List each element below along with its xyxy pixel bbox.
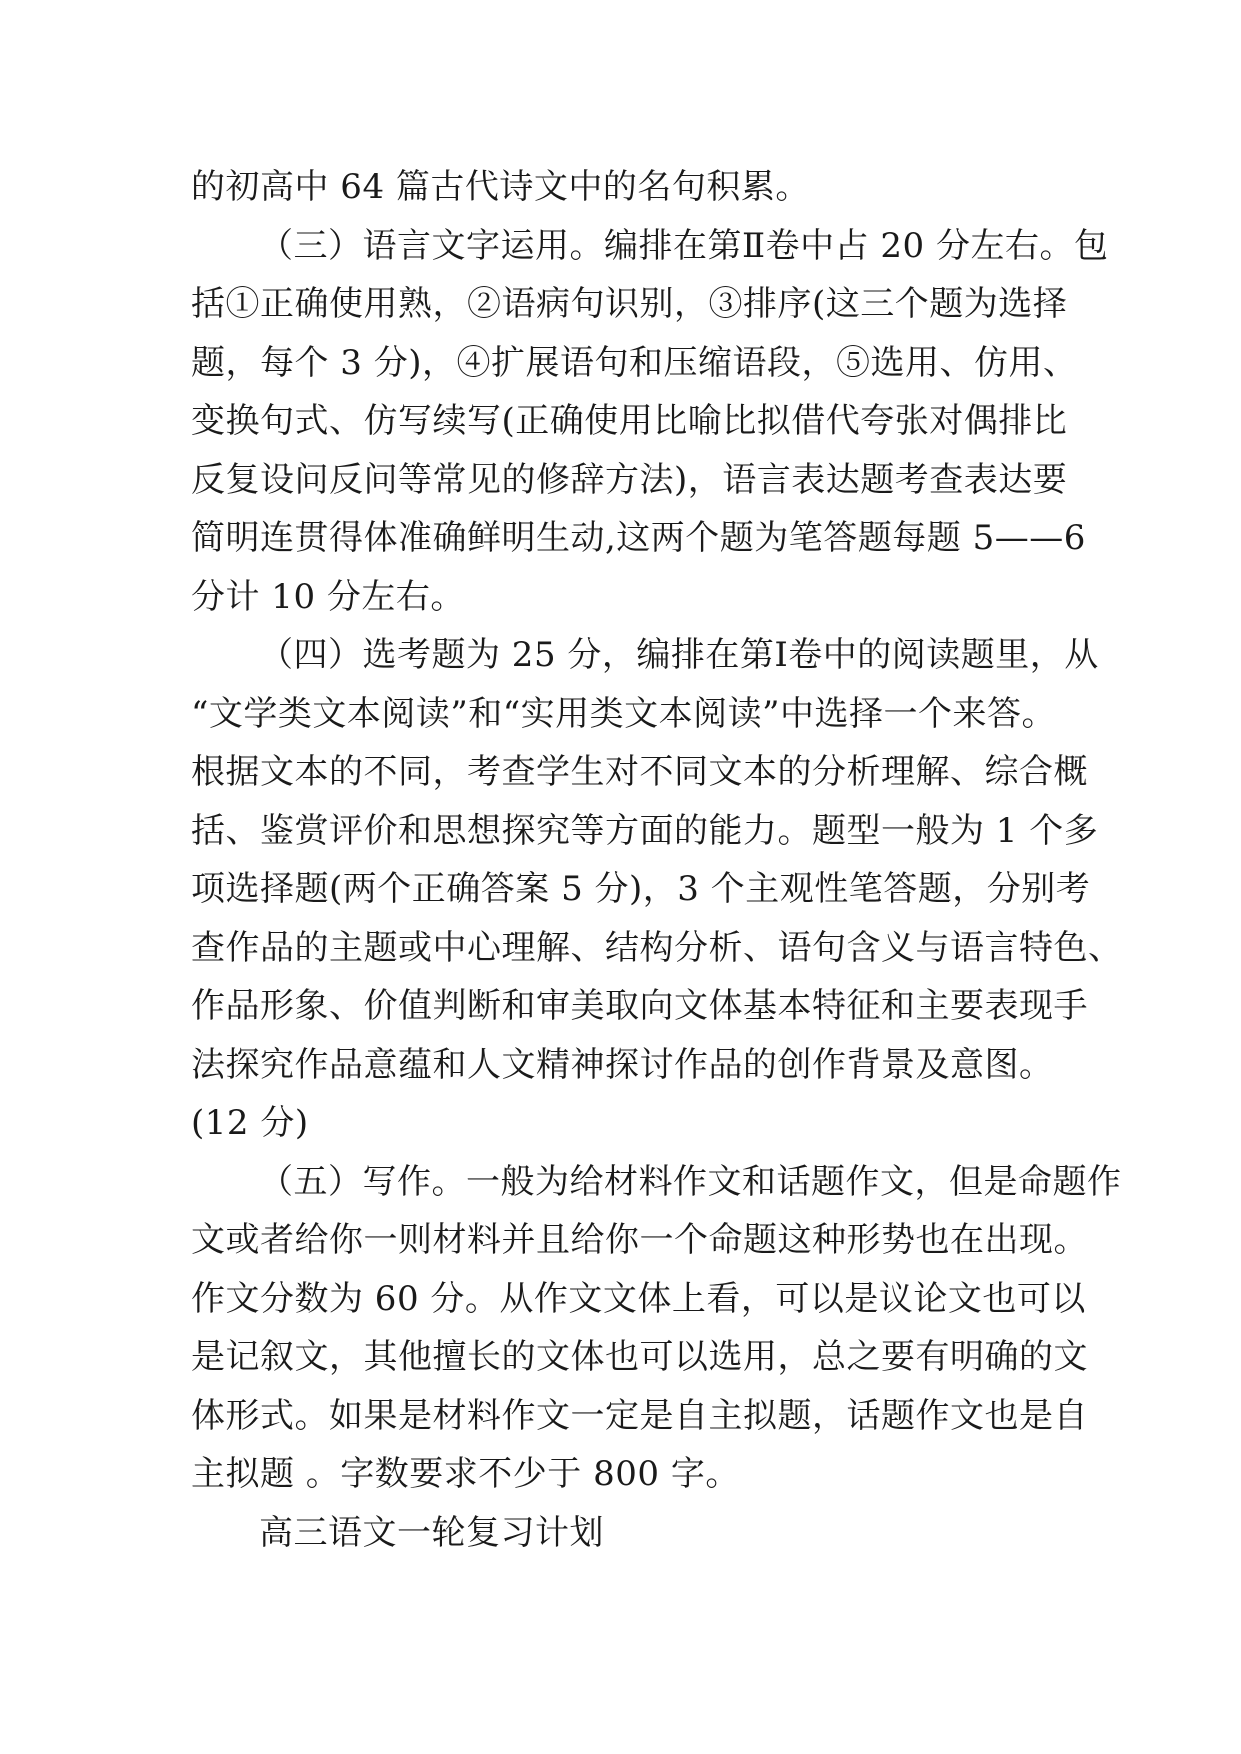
text-line: 分计 10 分左右。 [191, 576, 465, 617]
text-line: 高三语文一轮复习计划 [259, 1512, 604, 1553]
text-line: （五）写作。一般为给材料作文和话题作文，但是命题作 [259, 1161, 1122, 1202]
text-line: 的初高中 64 篇古代诗文中的名句积累。 [191, 167, 810, 207]
text-line: 主拟题 。字数要求不少于 800 字。 [191, 1454, 740, 1494]
text-line: 作文分数为 60 分。从作文文体上看，可以是议论文也可以 [191, 1278, 1086, 1319]
text-line: 项选择题(两个正确答案 5 分)，3 个主观性笔答题，分别考 [191, 869, 1091, 909]
text-line: 题，每个 3 分)，④扩展语句和压缩语段，⑤选用、仿用、 [191, 342, 1078, 383]
text-line: 简明连贯得体准确鲜明生动,这两个题为笔答题每题 5——6 [191, 518, 1086, 558]
text-line: 变换句式、仿写续写(正确使用比喻比拟借代夸张对偶排比 [191, 401, 1068, 441]
text-line: 反复设问反问等常见的修辞方法)，语言表达题考查表达要 [191, 459, 1068, 500]
text-line: 体形式。如果是材料作文一定是自主拟题，话题作文也是自 [191, 1395, 1088, 1436]
text-line: 根据文本的不同，考查学生对不同文本的分析理解、综合概 [191, 752, 1088, 792]
text-line: 是记叙文，其他擅长的文体也可以选用，总之要有明确的文 [191, 1337, 1088, 1377]
text-line: （三）语言文字运用。编排在第Ⅱ卷中占 20 分左右。包 [259, 225, 1109, 266]
text-line: 法探究作品意蕴和人文精神探讨作品的创作背景及意图。 [191, 1044, 1054, 1085]
document-body [191, 158, 1123, 1562]
text-line: “文学类文本阅读”和“实用类文本阅读”中选择一个来答。 [191, 693, 1057, 734]
text-line: 括、鉴赏评价和思想探究等方面的能力。题型一般为 1 个多 [191, 810, 1099, 851]
text-line: （四）选考题为 25 分，编排在第Ⅰ卷中的阅读题里，从 [259, 635, 1099, 675]
text-line: (12 分) [191, 1103, 309, 1143]
text-line: 文或者给你一则材料并且给你一个命题这种形势也在出现。 [191, 1220, 1088, 1260]
text-line: 查作品的主题或中心理解、结构分析、语句含义与语言特色、 [191, 927, 1123, 968]
text-line: 作品形象、价值判断和审美取向文体基本特征和主要表现手 [191, 986, 1088, 1026]
text-line: 括①正确使用熟，②语病句识别，③排序(这三个题为选择 [191, 284, 1068, 324]
